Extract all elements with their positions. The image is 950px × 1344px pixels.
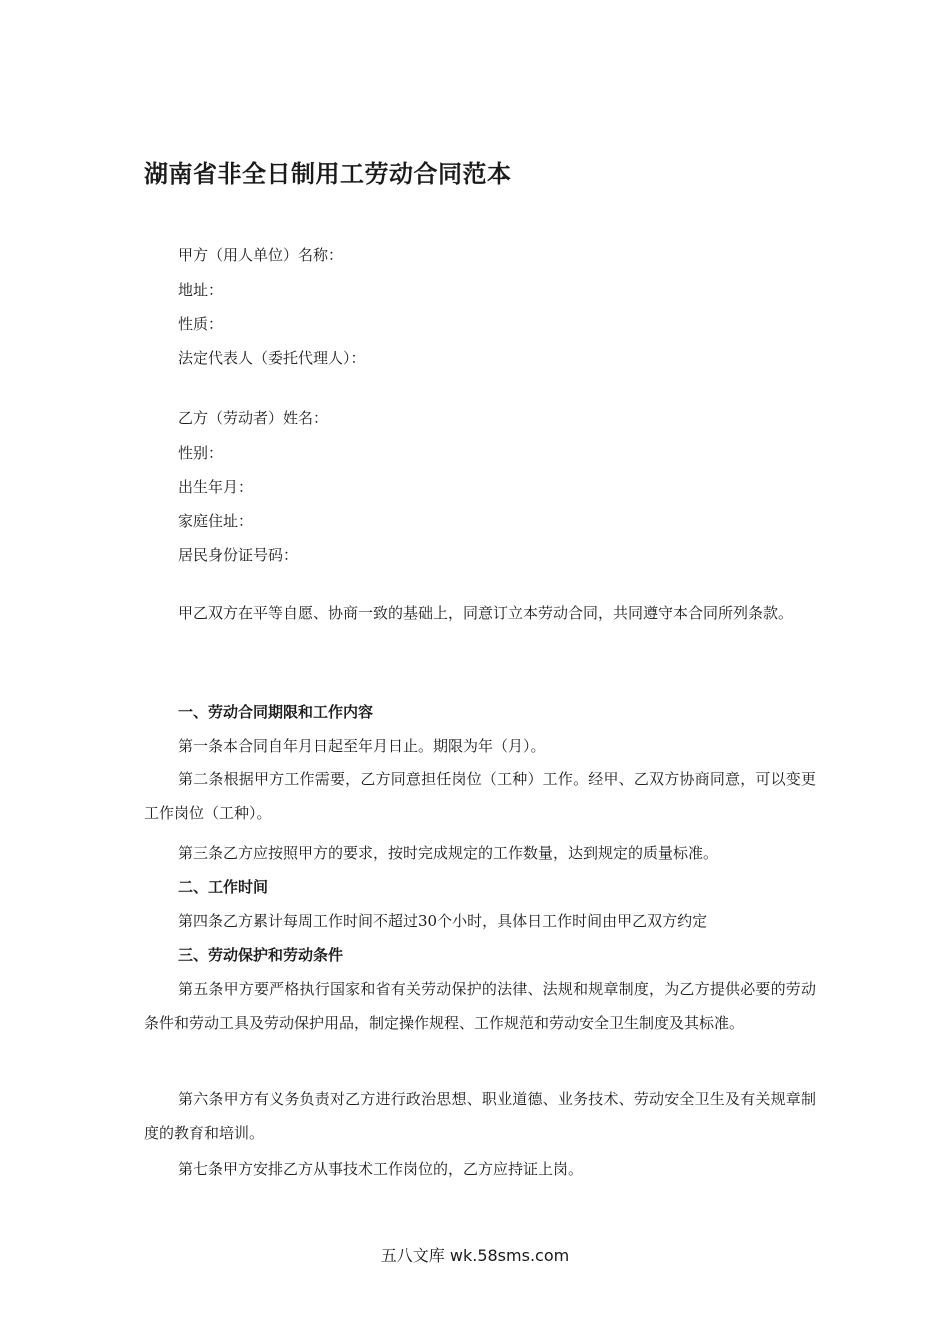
party-b-gender-label: 性别： [178,444,224,462]
document-title: 湖南省非全日制用工劳动合同范本 [144,160,512,188]
article-paragraph: 第一条本合同自年月日起至年月日止。期限为年（月）。 [178,737,546,755]
footer-watermark: 五八文库 wk.58sms.com [380,1246,570,1265]
party-a-name-label: 甲方（用人单位）名称： [178,246,344,264]
article-paragraph: 第七条甲方安排乙方从事技术工作岗位的，乙方应持证上岗。 [178,1160,584,1178]
article-paragraph: 第四条乙方累计每周工作时间不超过30个小时，具体日工作时间由甲乙双方约定 [178,912,708,930]
party-b-birth-label: 出生年月： [178,478,254,496]
article-paragraph: 第六条甲方有义务负责对乙方进行政治思想、职业道德、业务技术、劳动安全卫生及有关规章制度的教育和培训。 [144,1090,816,1142]
party-b-id-number-label: 居民身份证号码： [178,546,299,564]
party-a-nature-label: 性质： [178,315,224,333]
party-b-home-address-label: 家庭住址： [178,512,254,530]
section-heading: 一、劳动合同期限和工作内容 [178,703,374,721]
section-heading: 二、工作时间 [178,878,269,896]
preamble-paragraph: 甲乙双方在平等自愿、协商一致的基础上，同意订立本劳动合同，共同遵守本合同所列条款。 [178,604,794,622]
party-a-representative-label: 法定代表人（委托代理人）： [178,349,366,367]
party-b-name-label: 乙方（劳动者）姓名： [178,409,329,427]
article-paragraph: 第三条乙方应按照甲方的要求，按时完成规定的工作数量，达到规定的质量标准。 [178,844,719,862]
section-heading: 三、劳动保护和劳动条件 [178,946,344,964]
article-paragraph: 第五条甲方要严格执行国家和省有关劳动保护的法律、法规和规章制度，为乙方提供必要的劳动条件和劳动工具及劳动保护用品，制定操作规程、工作规范和劳动安全卫生制度及其标准。 [144,980,816,1032]
party-a-address-label: 地址： [178,281,224,299]
article-paragraph: 第二条根据甲方工作需要，乙方同意担任岗位（工种）工作。经甲、乙双方协商同意，可以变更工作岗位（工种）。 [144,770,816,822]
